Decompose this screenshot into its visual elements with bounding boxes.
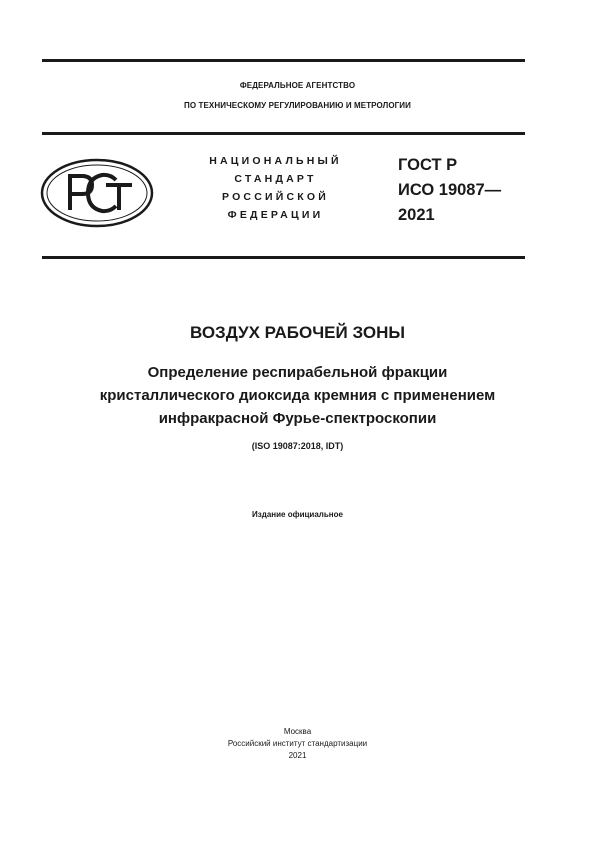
imprint-publisher: Российский институт стандартизации: [227, 739, 368, 748]
agency-name: [0, 81, 595, 90]
subtitle-line-3: инфракрасной Фурье-спектроскопии: [158, 410, 437, 427]
agency-line-2: ПО ТЕХНИЧЕСКОМУ РЕГУЛИРОВАНИЮ И МЕТРОЛОГИИ: [183, 101, 412, 110]
national-standard-label: [188, 152, 363, 224]
designation-line-3: 2021: [398, 206, 435, 224]
imprint-year: 2021: [288, 751, 307, 760]
subtitle-line-2: кристаллического диоксида кремния с применением: [99, 387, 496, 404]
subtitle-line-1: Определение респирабельной фракции: [147, 364, 448, 381]
header-rule-top: [42, 132, 525, 135]
standard-designation: [398, 153, 501, 228]
edition-note: Издание официальное: [252, 510, 343, 519]
document-subtitle: [0, 361, 595, 430]
national-line-4: ФЕДЕРАЦИИ: [227, 209, 324, 221]
imprint-city: Москва: [283, 727, 312, 736]
national-line-3: РОССИЙСКОЙ: [222, 191, 329, 203]
rst-logo-icon: [40, 158, 154, 228]
document-title: ВОЗДУХ РАБОЧЕЙ ЗОНЫ: [189, 323, 406, 342]
designation-line-2: ИСО 19087—: [398, 181, 502, 199]
national-line-1: НАЦИОНАЛЬНЫЙ: [209, 155, 342, 167]
header-rule-bottom: [42, 256, 525, 259]
agency-line-1: ФЕДЕРАЛЬНОЕ АГЕНТСТВО: [239, 81, 356, 90]
designation-line-1: ГОСТ Р: [398, 156, 458, 174]
top-rule: [42, 59, 525, 62]
imprint: [0, 726, 595, 762]
national-line-2: СТАНДАРТ: [234, 173, 317, 185]
iso-reference: (ISO 19087:2018, IDT): [251, 441, 344, 451]
agency-name-2: [0, 101, 595, 110]
